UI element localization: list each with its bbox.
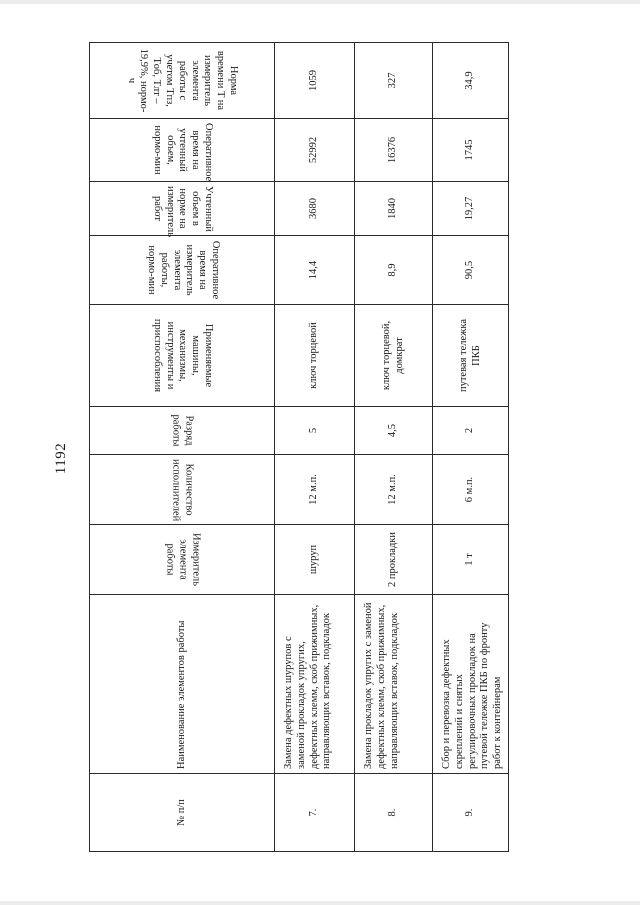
row-op-time-volume: 16376 [355,119,433,182]
page-number [47,438,77,478]
header-name: Наименование элементов работы [90,595,275,774]
row-machines: ключ торцевой, домкрат [355,305,433,407]
row-op-time: 8,9 [355,236,433,305]
row-norm-time: 327 [355,43,433,119]
header-num: № п/п [90,774,275,852]
row-performers: 12 м.п. [355,455,433,525]
row-performers: 6 м.п. [433,455,509,525]
row-machines: ключ торцевой [275,305,355,407]
header-op-time: Оперативное время на измеритель элемента работы, нормо-мин [90,236,275,305]
row-op-time-volume: 52992 [275,119,355,182]
scan-edge-top [0,0,640,4]
header-performers: Количество исполнителей [90,455,275,525]
page-number-text: 1192 [53,442,70,474]
header-volume: Учтенный объем в норме на измеритель работ [90,182,275,236]
row-norm-time: 1059 [275,43,355,119]
row-grade: 2 [433,407,509,455]
header-measure: Измеритель элемента работы [90,525,275,595]
table-row [355,43,433,852]
row-op-time: 14,4 [275,236,355,305]
row-num: 8. [355,774,433,852]
scan-edge-bottom [0,901,640,905]
header-norm-time: Норма времени T на измеритель элемента работы с учетом Tпз, Tоб, Tлт – 19,9%, нормо-ч [90,43,275,119]
row-norm-time: 34,9 [433,43,509,119]
norms-table [89,42,509,852]
row-op-time-volume: 1745 [433,119,509,182]
header-row [90,43,275,852]
row-volume: 1840 [355,182,433,236]
row-name: Замена дефектных шурупов с заменой прокладок упругих, дефектных клемм, скоб прижимных, направляющих вставок, подкладок [275,595,355,774]
row-grade: 4,5 [355,407,433,455]
table-row [275,43,355,852]
row-op-time: 90,5 [433,236,509,305]
row-name: Сбор и перевозка дефектных скреплений и снятых регулировочных прокладок на путевой тележке ПКБ по фронту работ к контейнерам [433,595,509,774]
row-num: 9. [433,774,509,852]
row-measure: 2 прокладки [355,525,433,595]
header-grade: Разряд работы [90,407,275,455]
row-machines: путевая тележка ПКБ [433,305,509,407]
row-name: Замена прокладок упругих с заменой дефектных клемм, скоб прижимных, направляющих вставок, подкладок [355,595,433,774]
header-machines: Применяемые машины, механизмы, инструменты и приспособления [90,305,275,407]
row-grade: 5 [275,407,355,455]
row-measure: 1 т [433,525,509,595]
row-num: 7. [275,774,355,852]
row-volume: 19,27 [433,182,509,236]
row-measure: шуруп [275,525,355,595]
row-performers: 12 м.п. [275,455,355,525]
row-volume: 3680 [275,182,355,236]
table-row [433,43,509,852]
header-op-time-volume: Оперативное время на учтенный объем, нормо-мин [90,119,275,182]
